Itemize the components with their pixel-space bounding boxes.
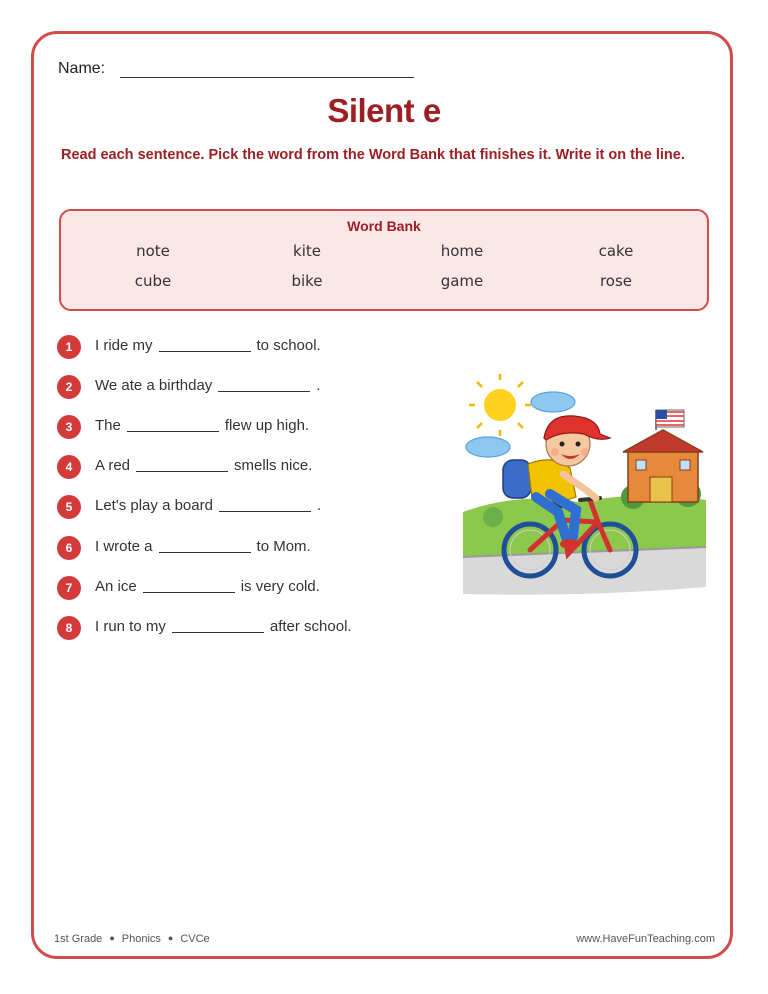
word-bank-word: cube [134, 272, 172, 290]
bullet-icon: ● [109, 933, 115, 943]
sun-icon [469, 374, 531, 436]
footer-website-link[interactable]: www.HaveFunTeaching.com [576, 933, 715, 945]
question-text-after: flew up high. [224, 417, 310, 434]
question-text-before: A red [95, 457, 131, 474]
word-bank-word: rose [599, 272, 633, 290]
word-bank-word: game [440, 272, 484, 290]
question-text-after: . [316, 497, 322, 514]
answer-blank[interactable] [127, 431, 219, 432]
question-text-after: after school. [269, 618, 352, 635]
word-bank-word: cake [598, 242, 634, 260]
name-label: Name: [58, 60, 106, 77]
question-number-badge: 8 [57, 616, 81, 640]
bullet-icon: ● [167, 933, 174, 943]
question-text-after: is very cold. [240, 578, 320, 595]
question-number-badge: 4 [57, 455, 81, 479]
question-number-badge: 6 [57, 536, 81, 560]
question-text-before: We ate a birthday [95, 377, 213, 394]
question-text-after: to school. [256, 337, 321, 354]
school-icon [623, 410, 703, 502]
footer-tags [54, 933, 210, 945]
question-number-badge: 5 [57, 495, 81, 519]
answer-blank[interactable] [159, 351, 251, 352]
footer-grade: 1st Grade [54, 933, 103, 945]
question-text-before: I wrote a [95, 538, 153, 555]
question-number-badge: 7 [57, 576, 81, 600]
word-bank [59, 209, 709, 311]
question-text-after: smells nice. [234, 457, 313, 474]
answer-blank[interactable] [143, 592, 235, 593]
question-text-before: An ice [95, 578, 137, 595]
word-bank-word: bike [291, 272, 323, 290]
worksheet-title: Silent e [327, 92, 441, 129]
answer-blank[interactable] [159, 552, 251, 553]
answer-blank[interactable] [219, 511, 311, 512]
footer-topic: CVCe [180, 933, 210, 945]
word-bank-title: Word Bank [347, 218, 421, 234]
word-bank-word: note [136, 242, 170, 260]
word-bank-word: kite [293, 242, 321, 260]
footer-subject: Phonics [121, 933, 161, 945]
question-number-badge: 3 [57, 415, 81, 439]
question-text-after: to Mom. [256, 538, 311, 555]
question-text-before: I run to my [95, 618, 166, 635]
instructions: Read each sentence. Pick the word from the Word Bank that finishes it. Write it on the line. [61, 147, 685, 163]
boy-riding-bike-to-school-illustration [458, 372, 708, 612]
question-number-badge: 2 [57, 375, 81, 399]
question-text-before: I ride my [95, 337, 153, 354]
answer-blank[interactable] [218, 391, 310, 392]
question-text-before: Let's play a board [95, 497, 213, 514]
name-input-line[interactable] [120, 77, 414, 78]
question-number-badge: 1 [57, 335, 81, 359]
answer-blank[interactable] [136, 471, 228, 472]
answer-blank[interactable] [172, 632, 264, 633]
question-text-after: . [316, 377, 321, 394]
question-text-before: The [95, 417, 121, 434]
word-bank-word: home [440, 242, 484, 260]
